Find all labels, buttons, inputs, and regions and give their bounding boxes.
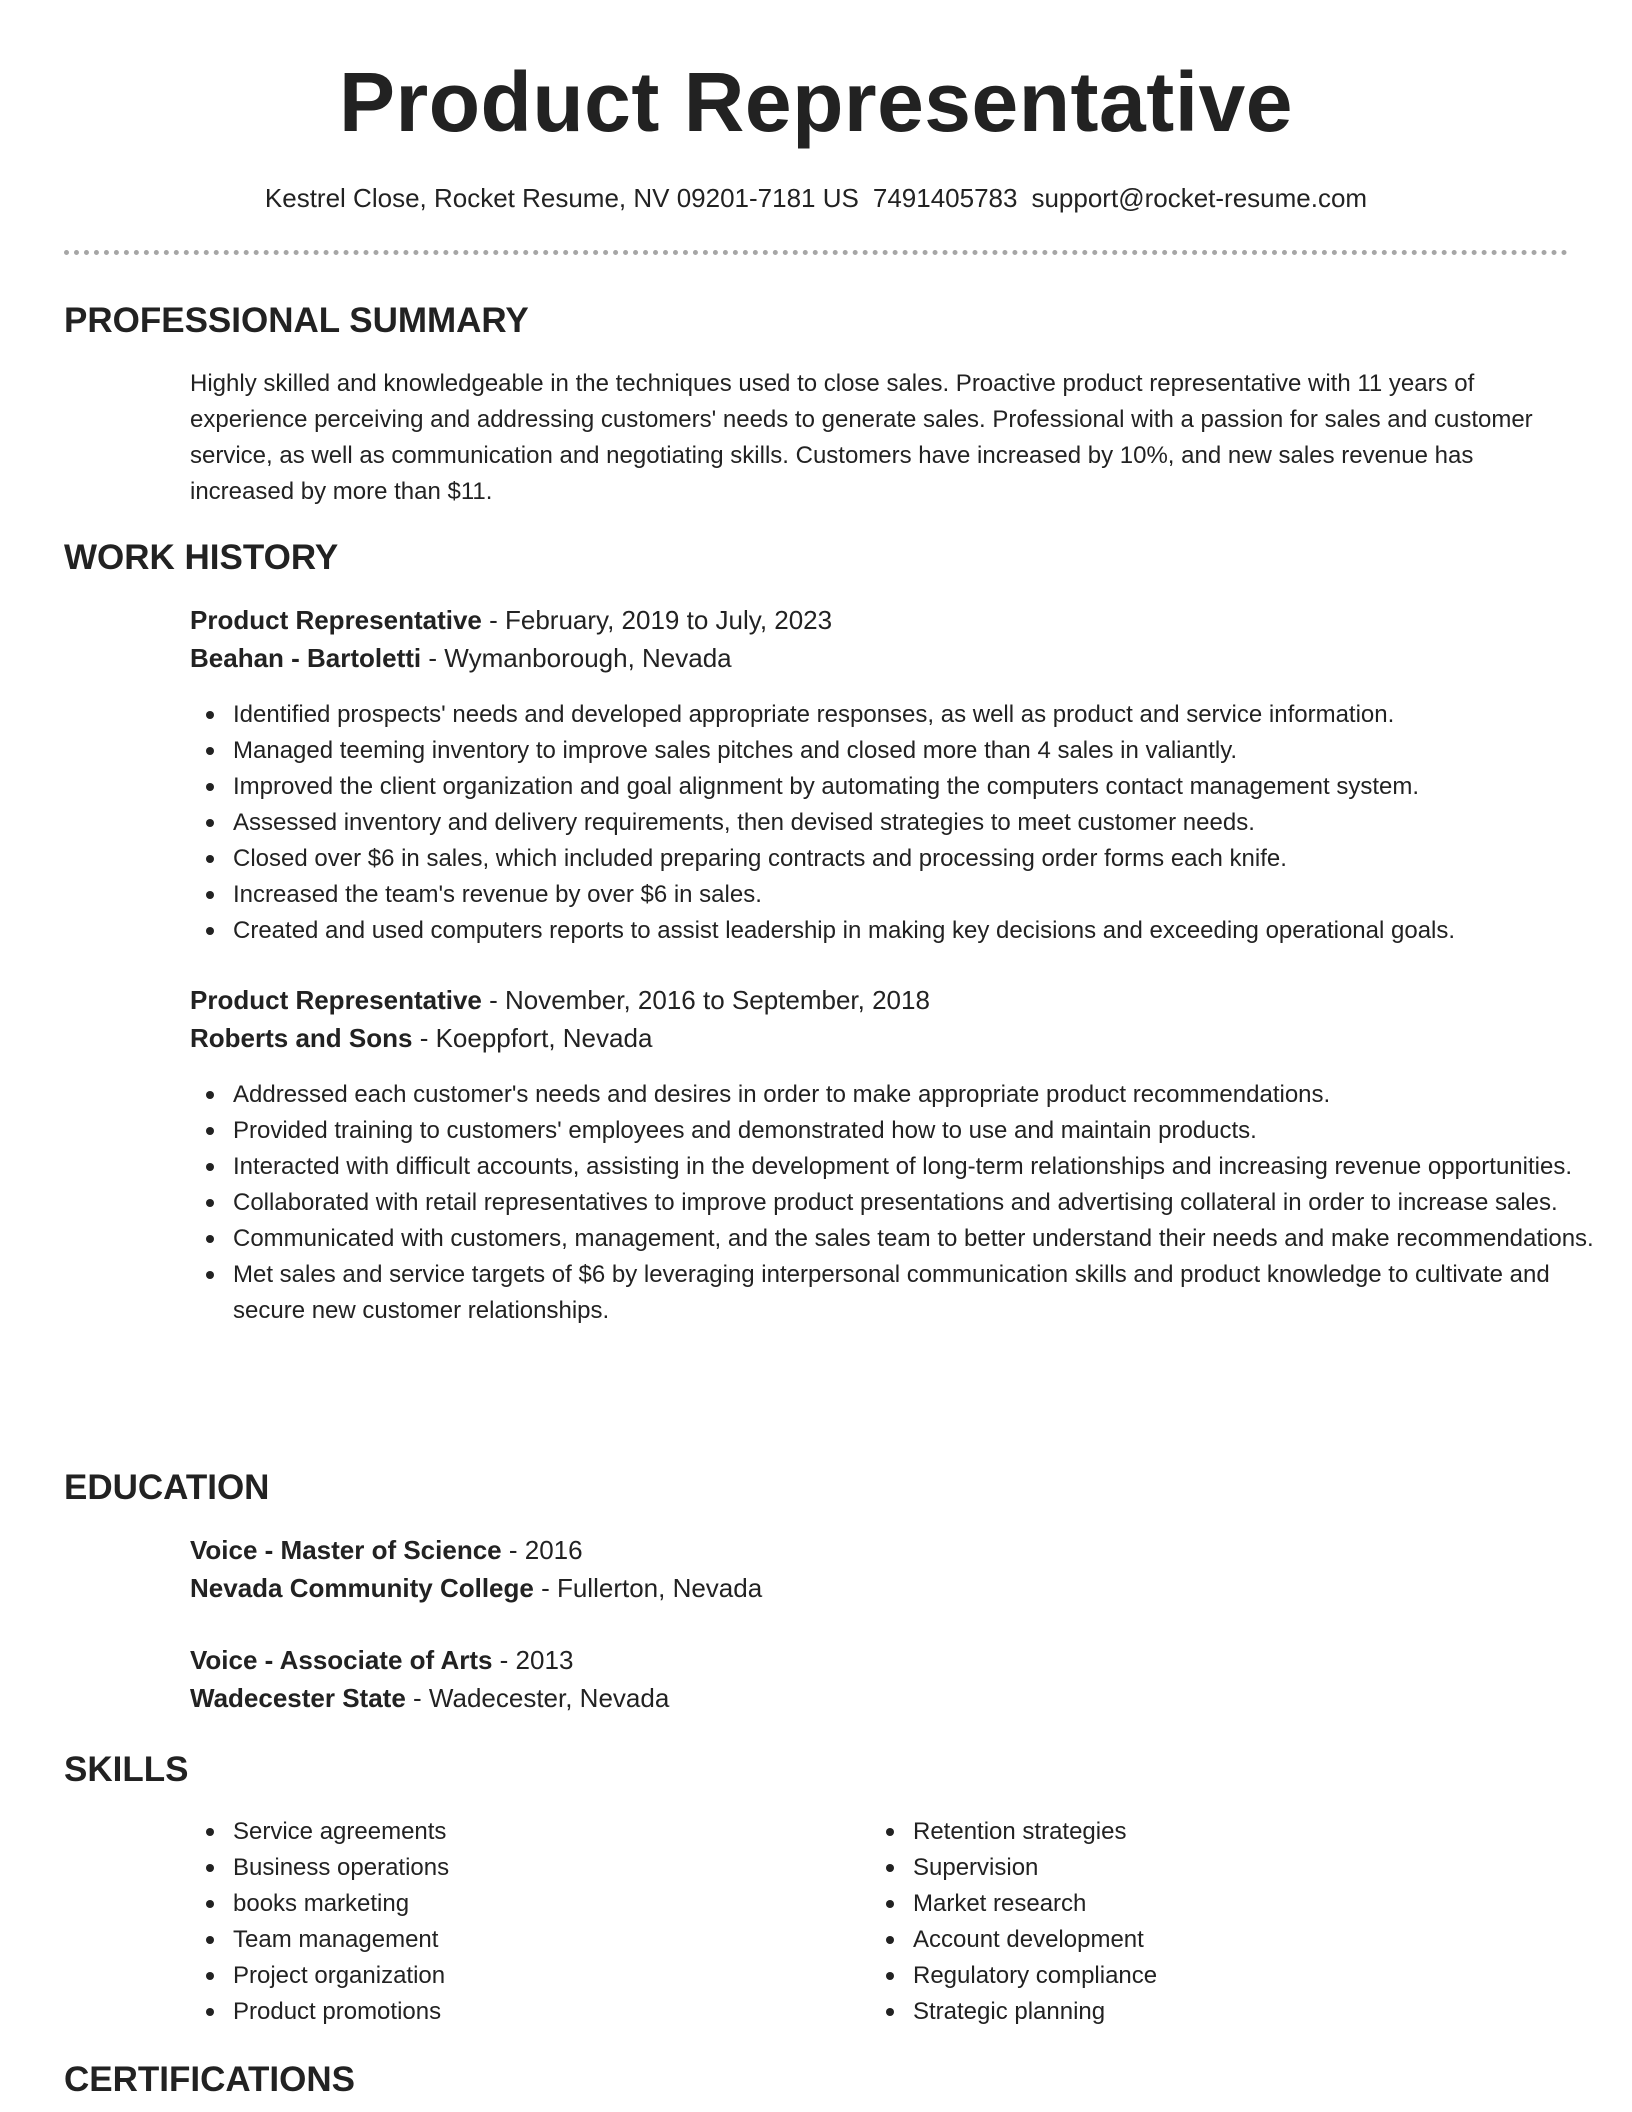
list-item: Market research xyxy=(913,1886,1533,1922)
education-1-school-line xyxy=(190,1569,762,1607)
education-2-degree-line xyxy=(190,1641,573,1679)
list-item: Improved the client organization and goal alignment by automating the computers contact management system. xyxy=(233,769,1613,805)
job-2-title-line xyxy=(190,981,930,1019)
education-1-school: Nevada Community College xyxy=(190,1573,534,1603)
list-item: Supervision xyxy=(913,1850,1533,1886)
education-1-degree-line xyxy=(190,1531,583,1569)
skills-left-column xyxy=(190,1814,853,2030)
list-item: Assessed inventory and delivery requirements, then devised strategies to meet customer needs. xyxy=(233,805,1613,841)
list-item: books marketing xyxy=(233,1886,853,1922)
job-2-company: Roberts and Sons xyxy=(190,1023,413,1053)
education-2-school: Wadecester State xyxy=(190,1683,406,1713)
work-history-heading: WORK HISTORY xyxy=(64,538,339,577)
header-divider xyxy=(64,250,1568,255)
list-item: Collaborated with retail representatives to improve product presentations and advertising collateral in order to increase sales. xyxy=(233,1185,1613,1221)
job-1-location: - Wymanborough, Nevada xyxy=(421,643,732,673)
list-item: Strategic planning xyxy=(913,1994,1533,2030)
job-1-bullets xyxy=(190,697,1613,949)
list-item: Managed teeming inventory to improve sales pitches and closed more than 4 sales in valiantly. xyxy=(233,733,1613,769)
education-heading: EDUCATION xyxy=(64,1468,270,1507)
summary-heading: PROFESSIONAL SUMMARY xyxy=(64,301,529,340)
job-1-dates: - February, 2019 to July, 2023 xyxy=(481,605,833,635)
skills-heading: SKILLS xyxy=(64,1750,189,1789)
education-2-location: - Wadecester, Nevada xyxy=(405,1683,670,1713)
education-2-year: - 2013 xyxy=(492,1645,574,1675)
list-item: Account development xyxy=(913,1922,1533,1958)
summary-text: Highly skilled and knowledgeable in the techniques used to close sales. Proactive product representative with 11 years of experience perceiving and addressing customers' needs to generate sales. Professional with a passion for sales and customer service, as well as communication and negotiating skills. Customers have increased by 10%, and new sales revenue has increased by more than $11. xyxy=(190,370,1533,505)
job-1-company-line xyxy=(190,639,732,677)
contact-info xyxy=(0,180,1632,216)
list-item: Closed over $6 in sales, which included preparing contracts and processing order forms each knife. xyxy=(233,841,1613,877)
job-2-location: - Koeppfort, Nevada xyxy=(412,1023,653,1053)
list-item: Communicated with customers, management, and the sales team to better understand their needs and make recommendations. xyxy=(233,1221,1613,1257)
education-1-degree: Voice - Master of Science xyxy=(190,1535,502,1565)
list-item: Project organization xyxy=(233,1958,853,1994)
list-item: Increased the team's revenue by over $6 in sales. xyxy=(233,877,1613,913)
job-2-company-line xyxy=(190,1019,652,1057)
contact-phone: 7491405783 xyxy=(872,183,1018,213)
list-item: Created and used computers reports to assist leadership in making key decisions and exceeding operational goals. xyxy=(233,913,1613,949)
list-item: Service agreements xyxy=(233,1814,853,1850)
contact-email[interactable]: support@rocket-resume.com xyxy=(1031,183,1368,213)
skills-right-column xyxy=(870,1814,1533,2030)
education-1-year: - 2016 xyxy=(501,1535,583,1565)
list-item: Retention strategies xyxy=(913,1814,1533,1850)
job-1-company: Beahan - Bartoletti xyxy=(190,643,422,673)
job-2-dates: - November, 2016 to September, 2018 xyxy=(481,985,930,1015)
list-item: Interacted with difficult accounts, assisting in the development of long-term relationships and increasing revenue opportunities. xyxy=(233,1149,1613,1185)
list-item: Addressed each customer's needs and desires in order to make appropriate product recommendations. xyxy=(233,1077,1613,1113)
list-item: Product promotions xyxy=(233,1994,853,2030)
contact-address: Kestrel Close, Rocket Resume, NV 09201-7181 US xyxy=(264,183,859,213)
education-2-degree: Voice - Associate of Arts xyxy=(190,1645,493,1675)
list-item: Team management xyxy=(233,1922,853,1958)
certifications-heading: CERTIFICATIONS xyxy=(64,2060,356,2099)
job-2-role: Product Representative xyxy=(190,985,482,1015)
list-item: Business operations xyxy=(233,1850,853,1886)
job-2-bullets xyxy=(190,1077,1613,1329)
education-2-school-line xyxy=(190,1679,669,1717)
education-1-location: - Fullerton, Nevada xyxy=(533,1573,763,1603)
list-item: Regulatory compliance xyxy=(913,1958,1533,1994)
resume-name: Product Representative xyxy=(339,55,1293,149)
list-item: Provided training to customers' employees and demonstrated how to use and maintain products. xyxy=(233,1113,1613,1149)
list-item: Identified prospects' needs and developed appropriate responses, as well as product and service information. xyxy=(233,697,1613,733)
job-1-title-line xyxy=(190,601,832,639)
job-1-role: Product Representative xyxy=(190,605,482,635)
list-item: Met sales and service targets of $6 by leveraging interpersonal communication skills and product knowledge to cultivate and secure new customer relationships. xyxy=(233,1257,1613,1329)
